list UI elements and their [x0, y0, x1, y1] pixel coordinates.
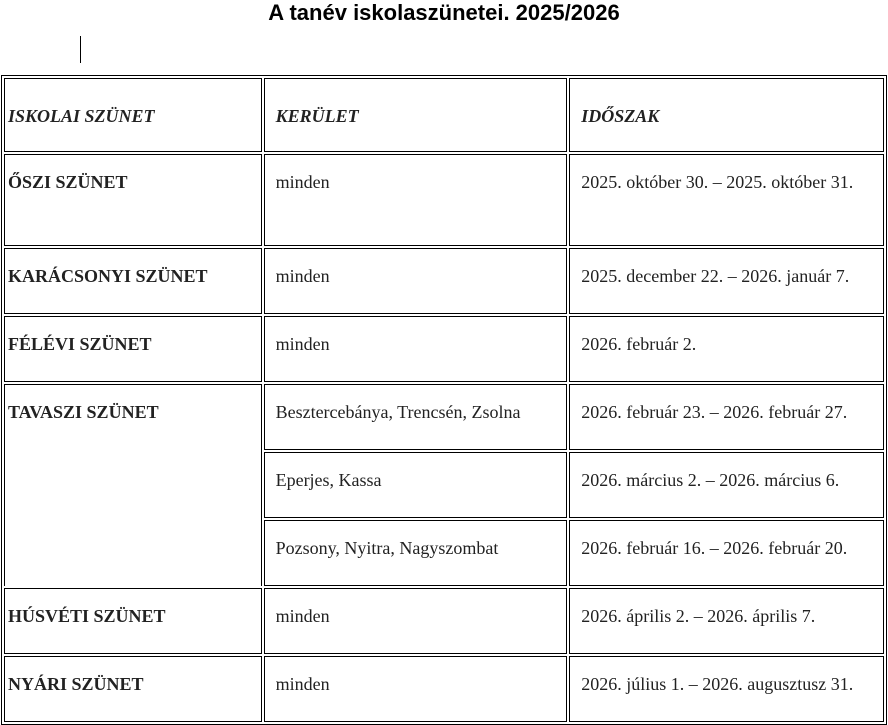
break-name: KARÁCSONYI SZÜNET [4, 248, 262, 314]
district-cell: minden [264, 316, 568, 382]
district-cell: Pozsony, Nyitra, Nagyszombat [264, 520, 568, 586]
table-header-row [4, 78, 884, 152]
break-name: FÉLÉVI SZÜNET [4, 316, 262, 382]
district-cell: Eperjes, Kassa [264, 452, 568, 518]
period-cell: 2026. február 23. – 2026. február 27. [569, 384, 884, 450]
header-period: IDŐSZAK [569, 78, 884, 152]
table-row [4, 656, 884, 722]
period-cell: 2026. február 16. – 2026. február 20. [569, 520, 884, 586]
district-cell: minden [264, 154, 568, 246]
table-row [4, 316, 884, 382]
break-name: ŐSZI SZÜNET [4, 154, 262, 246]
header-school-break: ISKOLAI SZÜNET [4, 78, 262, 152]
page-title: A tanév iskolaszünetei. 2025/2026 [268, 0, 620, 25]
district-cell: minden [264, 588, 568, 654]
text-cursor [80, 36, 81, 63]
table-row [4, 154, 884, 246]
break-name: NYÁRI SZÜNET [4, 656, 262, 722]
table-row [4, 248, 884, 314]
period-cell: 2026. április 2. – 2026. április 7. [569, 588, 884, 654]
period-cell: 2025. december 22. – 2026. január 7. [569, 248, 884, 314]
period-cell: 2026. március 2. – 2026. március 6. [569, 452, 884, 518]
school-breaks-table [1, 75, 887, 725]
period-cell: 2025. október 30. – 2025. október 31. [569, 154, 884, 246]
period-cell: 2026. február 2. [569, 316, 884, 382]
break-name: TAVASZI SZÜNET [4, 384, 262, 586]
table-row [4, 588, 884, 654]
period-cell: 2026. július 1. – 2026. augusztusz 31. [569, 656, 884, 722]
district-cell: Besztercebánya, Trencsén, Zsolna [264, 384, 568, 450]
table-row [4, 384, 884, 450]
district-cell: minden [264, 656, 568, 722]
district-cell: minden [264, 248, 568, 314]
break-name: HÚSVÉTI SZÜNET [4, 588, 262, 654]
header-district: KERÜLET [264, 78, 568, 152]
